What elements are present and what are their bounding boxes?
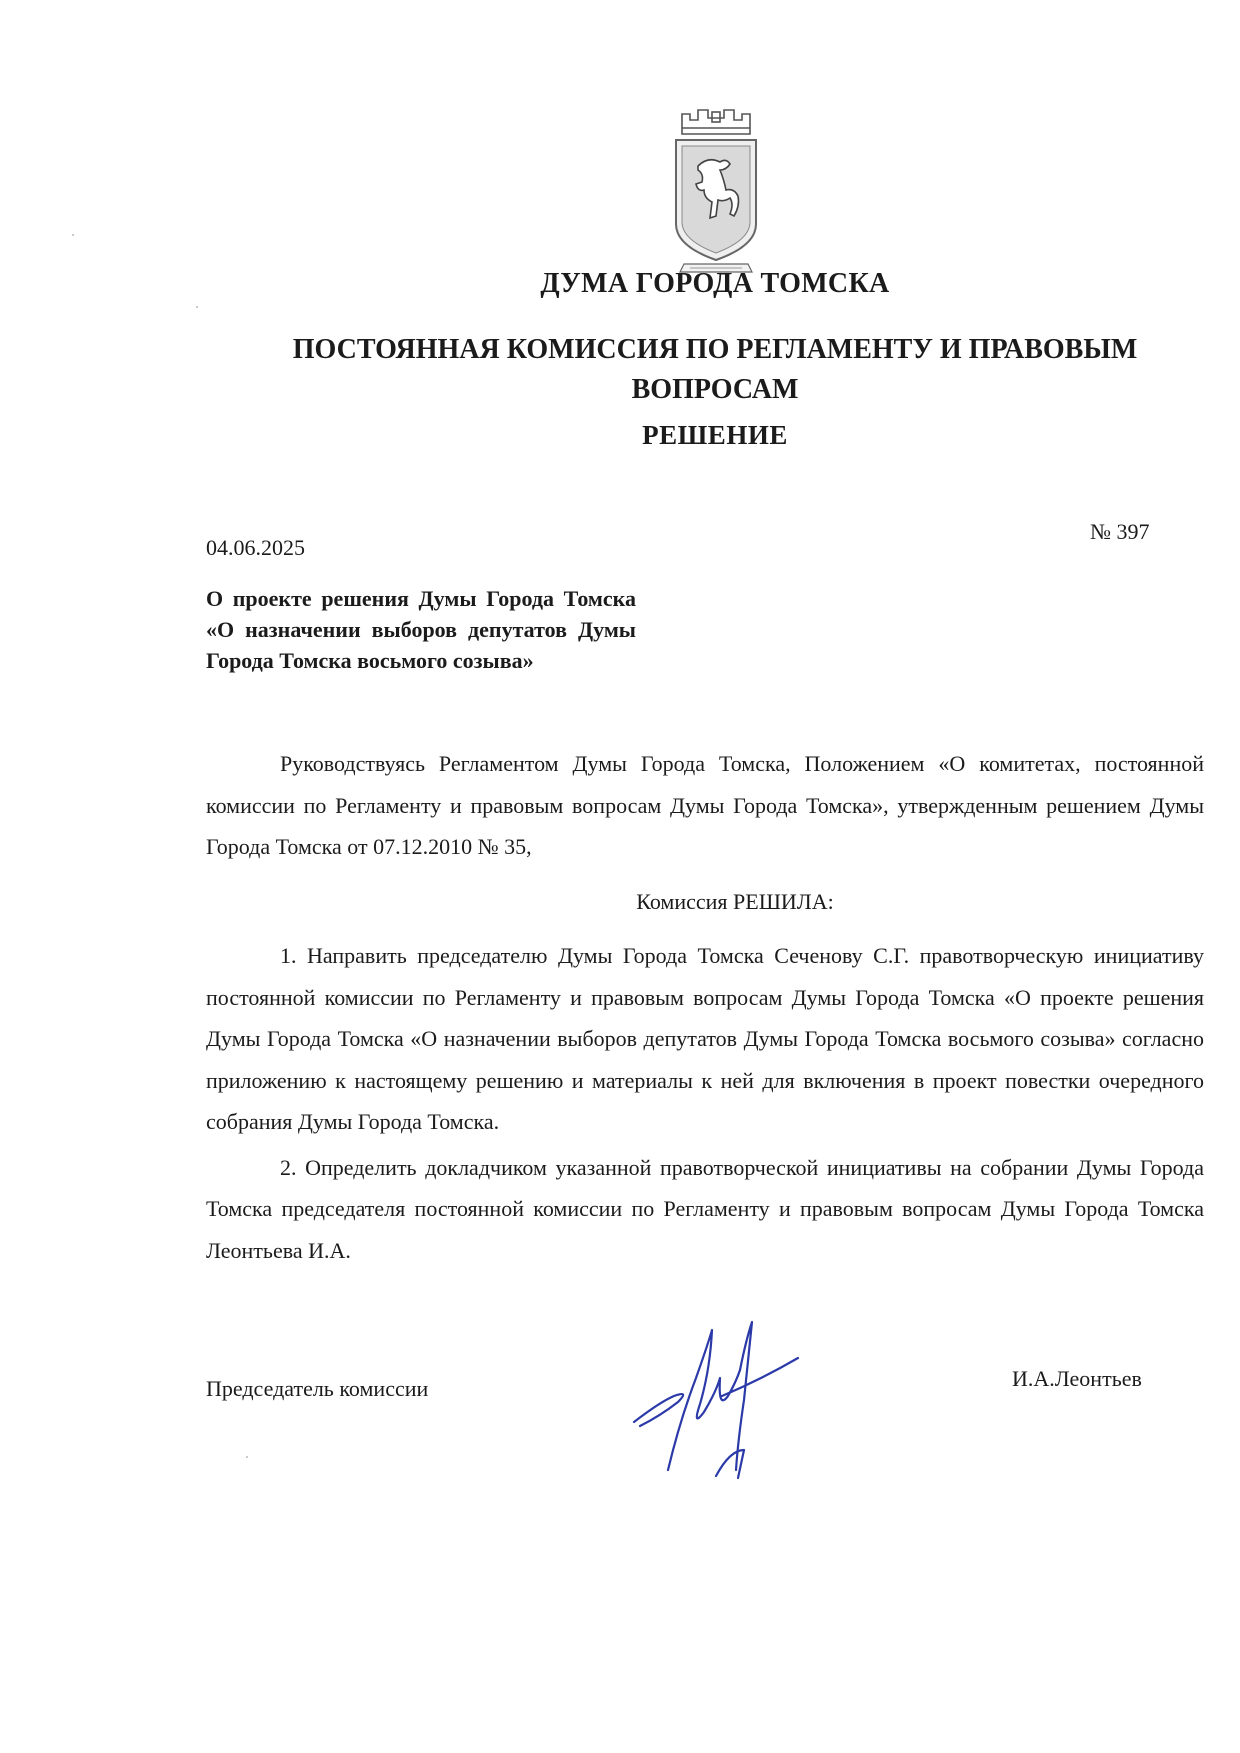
decision-number: № 397 bbox=[1090, 519, 1150, 544]
decision-items bbox=[206, 935, 1204, 1275]
decision-item-1: 1. Направить председателю Думы Города Томска Сеченову С.Г. правотворческую инициативу постоянной комиссии по Регламенту и правовым вопросам Думы Города Томска «О проекте решения Думы Города Томска «О назначении выборов депутатов Думы Города Томска восьмого созыва» согласно приложению к настоящему решению и материалы к ней для включения в проект повестки очередного собрания Думы Города Томска. bbox=[206, 943, 1204, 1134]
organization-title: ДУМА ГОРОДА ТОМСКА bbox=[540, 268, 890, 299]
scan-speck bbox=[72, 234, 74, 236]
scan-speck bbox=[196, 306, 198, 308]
document-type: РЕШЕНИЕ bbox=[642, 420, 788, 450]
coat-of-arms-emblem bbox=[668, 104, 764, 274]
signatory-name: И.А.Леонтьев bbox=[1012, 1366, 1142, 1391]
preamble-paragraph: Руководствуясь Регламентом Думы Города Томска, Положением «О комитетах, постоянной комиссии по Регламенту и правовым вопросам Думы Города Томска», утвержденным решением Думы Города Томска от 07.12.2010 № 35, bbox=[206, 751, 1204, 859]
decision-subject: О проекте решения Думы Города Томска «О назначении выборов депутатов Думы Города Томска восьмого созыва» bbox=[206, 586, 636, 673]
decision-item-2: 2. Определить докладчиком указанной правотворческой инициативы на собрании Думы Города Томска председателя постоянной комиссии по Регламенту и правовым вопросам Думы Города Томска Леонтьева И.А. bbox=[206, 1154, 1204, 1263]
commission-title: ПОСТОЯННАЯ КОМИССИЯ ПО РЕГЛАМЕНТУ И ПРАВОВЫМ ВОПРОСАМ bbox=[292, 334, 1138, 405]
scan-speck bbox=[246, 1456, 248, 1458]
decided-heading: Комиссия РЕШИЛА: bbox=[636, 889, 834, 914]
signatory-title: Председатель комиссии bbox=[206, 1376, 429, 1401]
preamble-block bbox=[206, 743, 1204, 868]
handwritten-signature bbox=[620, 1300, 830, 1480]
decision-date: 04.06.2025 bbox=[206, 535, 305, 560]
